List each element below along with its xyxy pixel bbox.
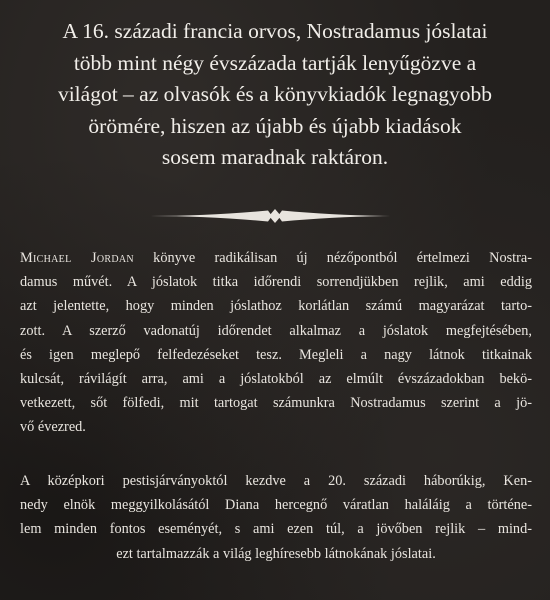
intro-line: világot – az olvasók és a könyvkiadók legnagyobb [57, 82, 493, 106]
author-name: Michael Jordan [20, 250, 134, 266]
paragraph-line: azt jelentette, hogy minden jóslathoz korlátlan számú magyarázat tarto- [20, 298, 532, 315]
divider-center-diamond [269, 209, 281, 223]
paragraph-line-rest: könyve radikálisan új nézőpontból értelmezi Nostra- [133, 250, 532, 266]
paragraph-line: A középkori pestisjárványoktól kezdve a 20. századi háborúkig, Ken- [20, 473, 532, 489]
paragraph-line: damus művét. A jóslatok titka időrendi sorrendjükben rejlik, ami eddig [20, 274, 532, 291]
paragraph-line: nedy elnök meggyilkolásától Diana hercegnő váratlan haláláig a történe- [20, 497, 532, 514]
paragraph-line [20, 246, 532, 270]
paragraph-line: kulcsát, rávilágít arra, ami a jóslatokból az elmúlt évszázadokban bekö- [20, 371, 532, 388]
ornamental-divider-icon [150, 208, 400, 224]
intro-line: A 16. századi francia orvos, Nostradamus jóslatai [62, 19, 488, 43]
intro-line: sosem maradnak raktáron. [161, 145, 389, 169]
paragraph-line: lem minden fontos eseményét, s ami ezen túl, a jövőben rejlik – mind- [20, 521, 532, 538]
divider-left-swell [150, 211, 272, 222]
description-paragraph-2 [20, 469, 532, 566]
paragraph-line: vetkezett, sőt fölfedi, mit tartogat számunkra Nostradamus szerint a jö- [20, 395, 532, 412]
divider-right-swell [278, 211, 400, 222]
paragraph-line: zott. A szerző vadonatúj időrendet alkalmaz a jóslatok megfejtésében, [20, 322, 532, 339]
description-paragraph-1 [20, 246, 532, 440]
paragraph-line: vő évezred. [20, 419, 86, 436]
intro-line: örömére, hiszen az újabb és újabb kiadások [88, 113, 462, 138]
intro-blurb [14, 16, 536, 174]
intro-line: több mint négy évszázada tartják lenyűgözve a [73, 50, 477, 75]
paragraph-line: és igen meglepő felfedezéseket tesz. Megleli a nagy látnok titkainak [20, 346, 532, 363]
paragraph-line: ezt tartalmazzák a világ leghíresebb látnokának jóslatai. [116, 545, 436, 562]
